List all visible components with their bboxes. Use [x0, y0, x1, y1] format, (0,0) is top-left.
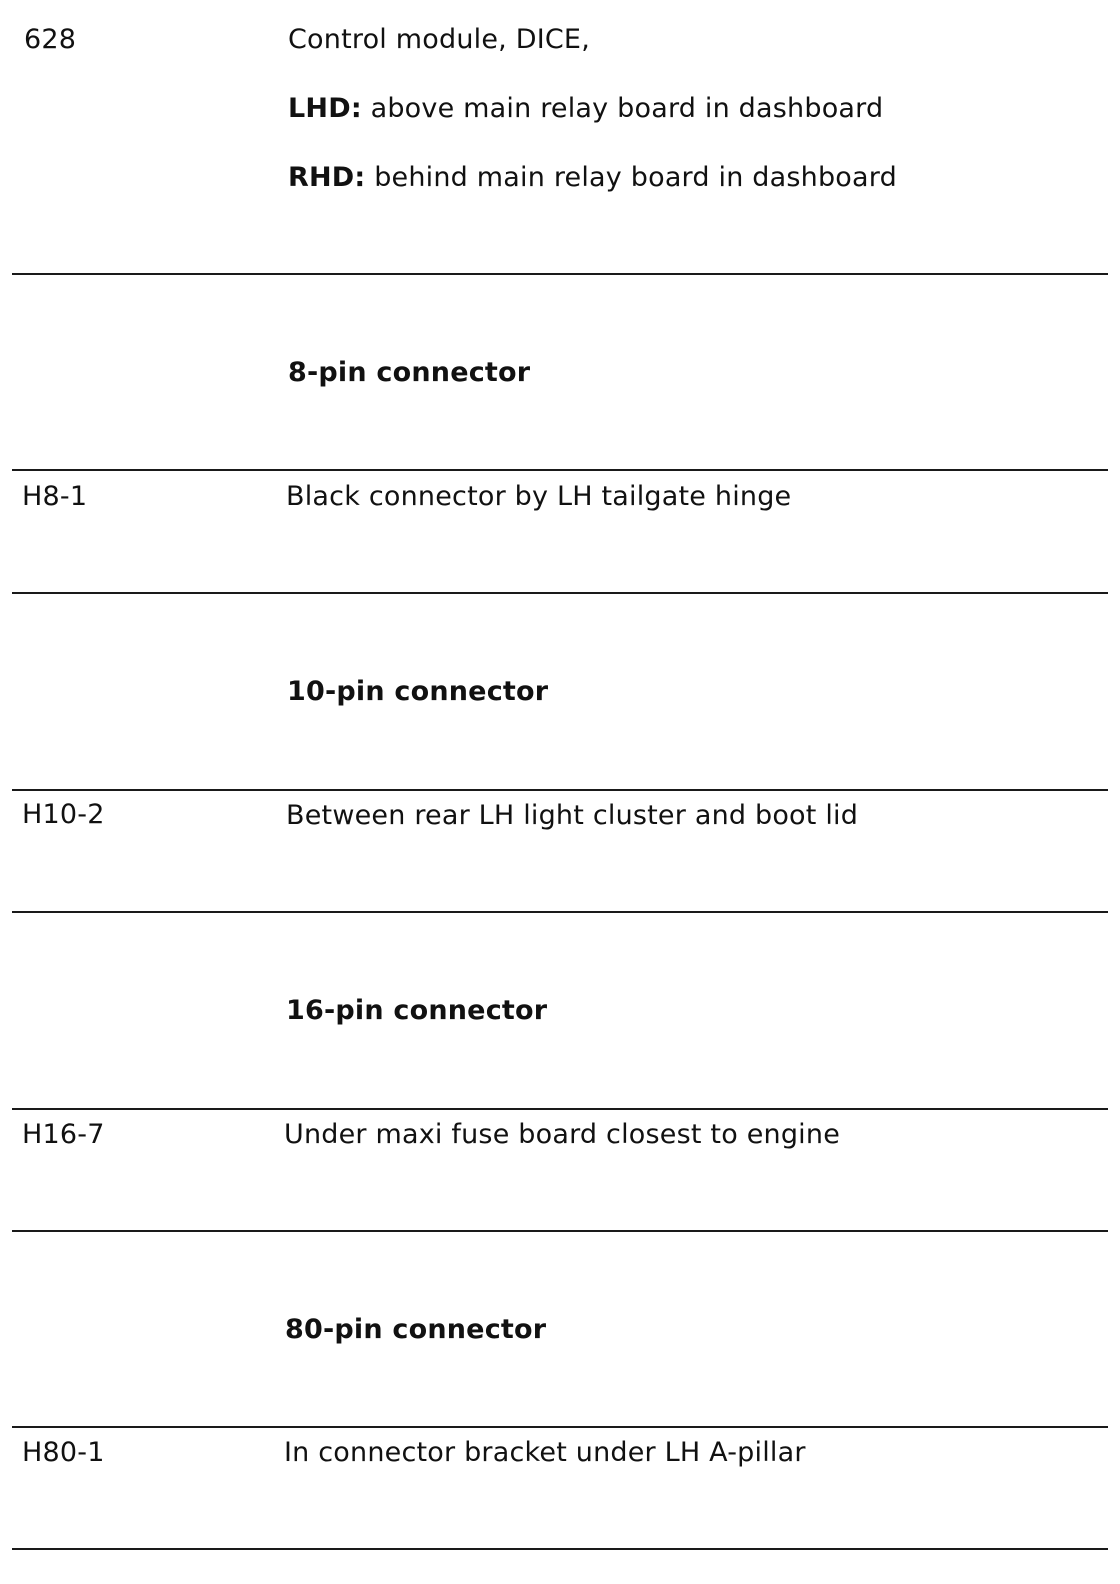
lhd-location [288, 93, 883, 125]
divider [12, 1426, 1108, 1428]
rhd-location [288, 162, 897, 194]
connector-code: H10-2 [22, 799, 105, 830]
connector-location: Under maxi fuse board closest to engine [284, 1119, 841, 1150]
divider [12, 273, 1108, 275]
connector-location: Between rear LH light cluster and boot lid [286, 800, 859, 831]
component-title: Control module, DICE, [288, 24, 590, 55]
lhd-label: LHD: [288, 93, 362, 124]
divider [12, 469, 1108, 471]
connector-code: H80-1 [22, 1437, 105, 1468]
divider [12, 1230, 1108, 1232]
connector-location: Black connector by LH tailgate hinge [286, 481, 792, 512]
rhd-text: behind main relay board in dashboard [365, 162, 897, 193]
rhd-label: RHD: [288, 162, 366, 193]
component-code: 628 [24, 24, 77, 55]
divider [12, 911, 1108, 913]
connector-code: H8-1 [22, 481, 88, 512]
divider [12, 1108, 1108, 1110]
lhd-text: above main relay board in dashboard [361, 93, 884, 124]
divider [12, 592, 1108, 594]
connector-code: H16-7 [22, 1119, 105, 1150]
section-heading: 8-pin connector [288, 357, 531, 388]
divider [12, 1548, 1108, 1550]
divider [12, 789, 1108, 791]
section-heading: 10-pin connector [287, 676, 549, 707]
section-heading: 16-pin connector [286, 995, 548, 1026]
section-heading: 80-pin connector [285, 1314, 547, 1345]
connector-location: In connector bracket under LH A-pillar [284, 1437, 806, 1468]
